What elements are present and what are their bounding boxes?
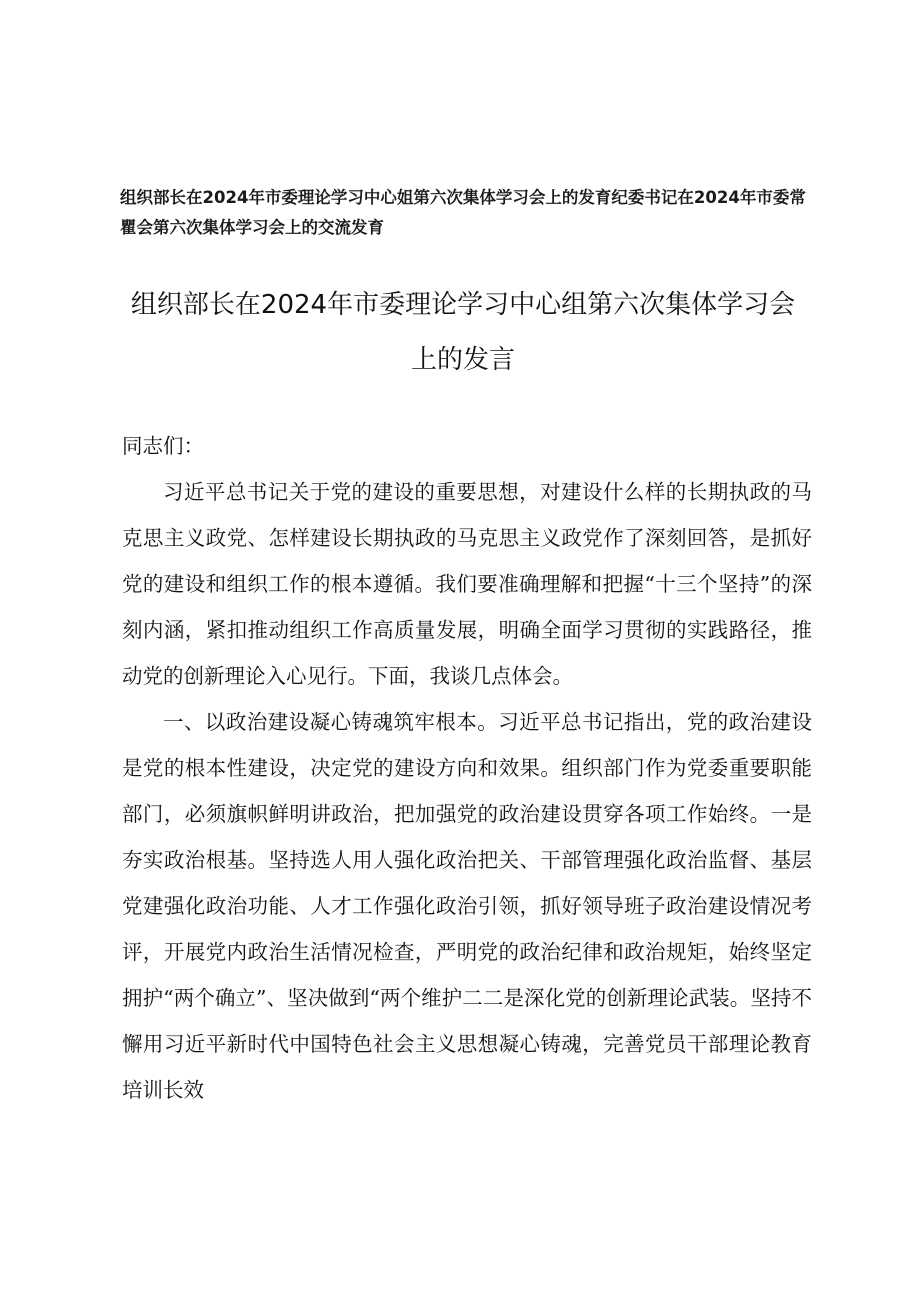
paragraph-intro: 习近平总书记关于党的建设的重要思想，对建设什么样的长期执政的马克思主义政党、怎样建设长期执政的马克思主义政党作了深刻回答，是抓好党的建设和组织工作的根本遵循。我们要准确理解和把握“十三个坚持”的深刻内涵，紧扣推动组织工作高质量发展，明确全面学习贯彻的实践路径，推动党的创新理论入心见行。下面，我谈几点体会。: [122, 480, 812, 688]
cover-title: 组织部长在2024年市委理论学习中心姐第六次集体学习会上的发育纪委书记在2024年市委常瞿会第六次集体学习会上的交流发育: [120, 188, 806, 237]
paragraph-section-one: 一、以政治建设凝心铸魂筑牢根本。习近平总书记指出，党的政治建设是党的根本性建设，决定党的建设方向和效果。组织部门作为党委重要职能部门，必须旗帜鲜明讲政治，把加强党的政治建设贯穿各项工作始终。一是夯实政治根基。坚持选人用人强化政治把关、干部管理强化政治监督、基层党建强化政治功能、人才工作强化政治引领，抓好领导班子政治建设情况考评，开展党内政治生活情况检查，严明党的政治纪律和政治规矩，始终坚定拥护“两个确立”、坚决做到“两个维护二二是深化党的创新理论武装。坚持不懈用习近平新时代中国特色社会主义思想凝心铸魂，完善党员干部理论教育培训长效: [122, 710, 812, 1102]
document-body: [122, 423, 812, 1113]
salutation: 同志们：: [122, 434, 204, 458]
page-title: 组织部长在2024年市委理论学习中心组第六次集体学习会上的发言: [130, 290, 796, 375]
